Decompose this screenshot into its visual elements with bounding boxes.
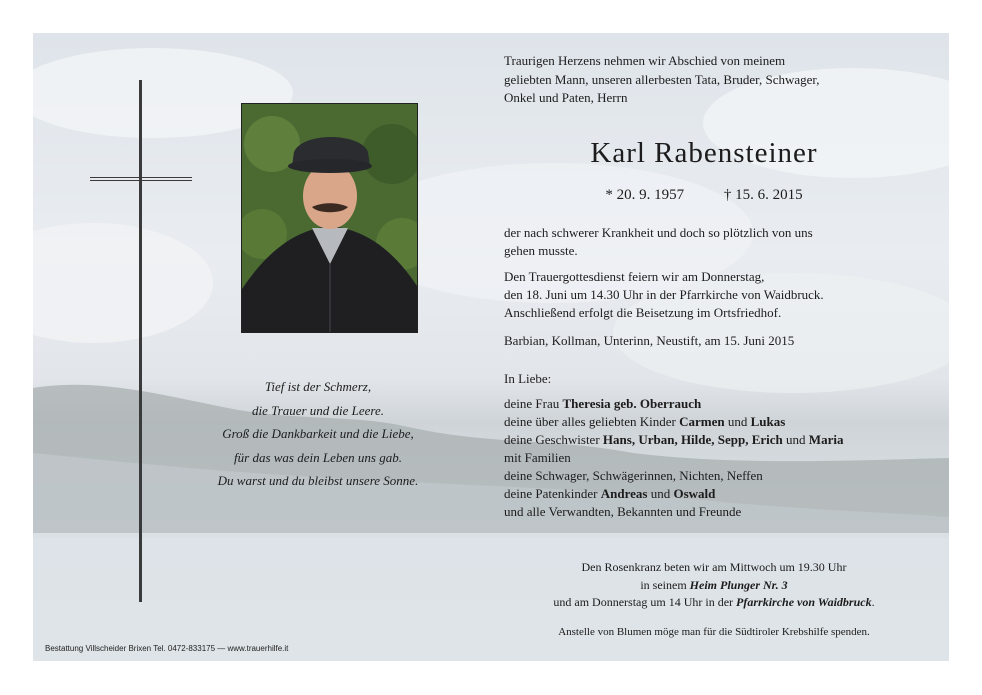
portrait-photo <box>241 103 418 333</box>
intro-line: Traurigen Herzens nehmen wir Abschied von meinem <box>504 53 786 68</box>
mourner-line: deine Schwager, Schwägerinnen, Nichten, Neffen <box>504 468 763 483</box>
flowers-note: Anstelle von Blumen möge man für die Südtiroler Krebshilfe spenden. <box>558 626 870 638</box>
intro-line: geliebten Mann, unseren allerbesten Tata, Bruder, Schwager, <box>504 71 820 87</box>
cross-horizontal-bar <box>90 177 192 181</box>
poem-line: die Trauer und die Leere. <box>251 402 385 418</box>
obituary-card <box>33 33 949 661</box>
funeral-home-footer: Bestattung Villscheider Brixen Tel. 0472-833175 — www.trauerhilfe.it <box>45 644 289 653</box>
poem-line: Tief ist der Schmerz, <box>264 379 372 394</box>
poem-line: Groß die Dankbarkeit und die Liebe, <box>222 426 414 441</box>
cross-vertical-bar <box>139 80 142 602</box>
mourners-list <box>504 395 924 521</box>
illness-line: der nach schwerer Krankheit und doch so plötzlich von uns <box>504 225 813 240</box>
illness-line: gehen musste. <box>504 243 578 258</box>
deceased-name: Karl Rabensteiner <box>590 137 818 169</box>
in-love-heading <box>504 370 924 388</box>
rosary-notice <box>504 559 924 612</box>
mourner-line: deine Frau Theresia geb. Oberrauch <box>504 396 702 411</box>
poem-line: Du warst und du bleibst unsere Sonne. <box>217 473 419 488</box>
mourner-line: deine über alles geliebten Kinder Carmen und Lukas <box>504 414 786 429</box>
mourner-line: und alle Verwandten, Bekannten und Freunde <box>504 504 742 519</box>
rosary-line: Den Rosenkranz beten wir am Mittwoch um 19.30 Uhr <box>581 560 847 574</box>
intro-line: Onkel und Paten, Herrn <box>504 90 628 105</box>
place-date-line: Barbian, Kollman, Unterinn, Neustift, am 15. Juni 2015 <box>504 333 795 348</box>
mourner-line: mit Familien <box>504 450 571 465</box>
death-date: † 15. 6. 2015 <box>723 187 803 203</box>
service-line: den 18. Juni um 14.30 Uhr in der Pfarrkirche von Waidbruck. <box>504 287 824 302</box>
life-dates <box>504 187 904 204</box>
in-love-line: In Liebe: <box>504 371 552 386</box>
service-line: Anschließend erfolgt die Beisetzung im Ortsfriedhof. <box>504 305 782 320</box>
service-line: Den Trauergottesdienst feiern wir am Donnerstag, <box>504 269 765 284</box>
service-text <box>504 268 924 322</box>
mourner-line: deine Geschwister Hans, Urban, Hilde, Sepp, Erich und Maria <box>504 432 844 447</box>
poem-line: für das was dein Leben uns gab. <box>234 449 402 465</box>
place-date <box>504 332 924 350</box>
mourner-line: deine Patenkinder Andreas und Oswald <box>504 486 716 501</box>
illness-text <box>504 224 924 260</box>
birth-date: * 20. 9. 1957 <box>605 187 685 203</box>
poem <box>193 375 443 493</box>
rosary-line: in seinem Heim Plunger Nr. 3 <box>640 577 788 592</box>
intro-text <box>504 52 904 108</box>
rosary-line: und am Donnerstag um 14 Uhr in der Pfarrkirche von Waidbruck. <box>553 595 875 609</box>
